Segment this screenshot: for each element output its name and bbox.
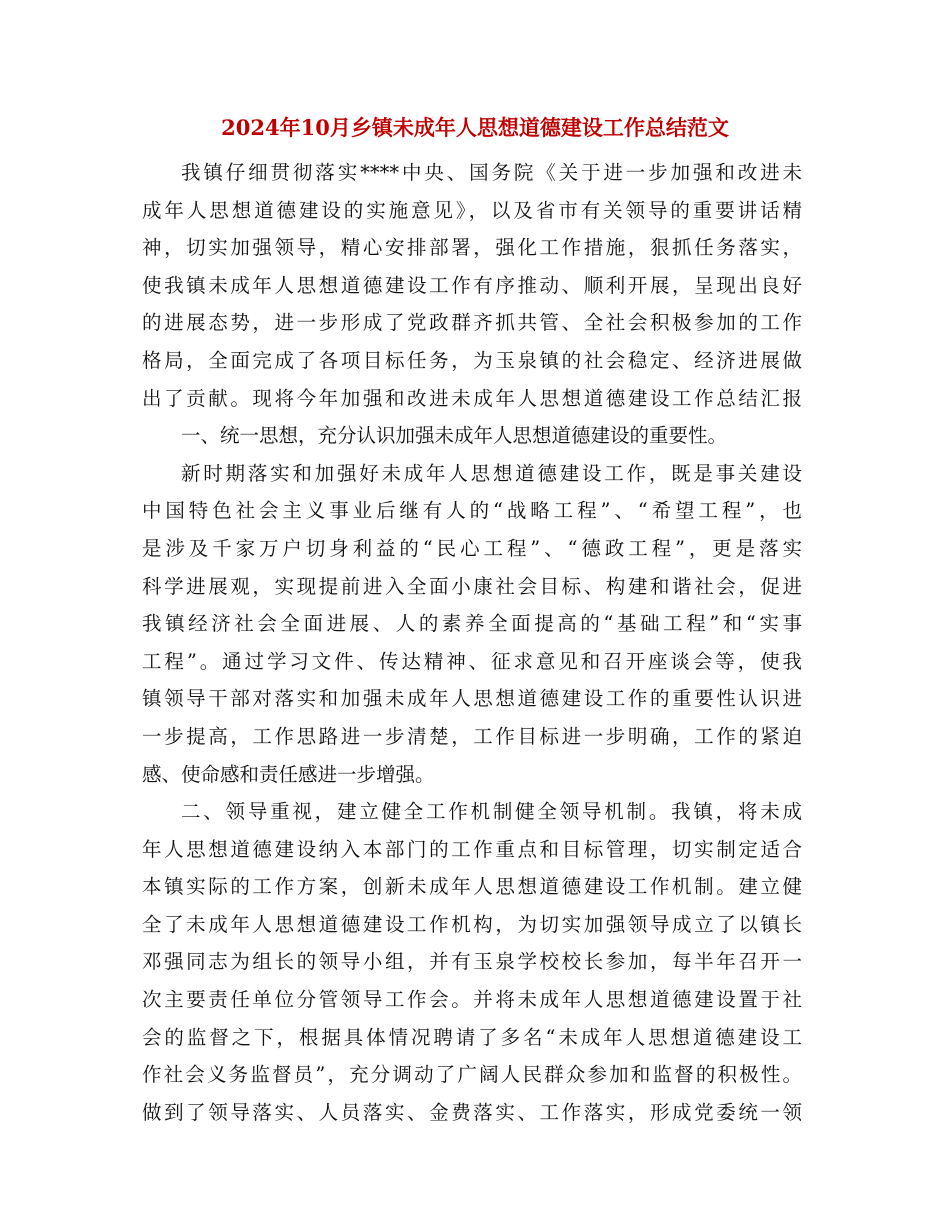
text-line: 一、统一思想，充分认识加强未成年人思想道德建设的重要性。: [181, 424, 728, 448]
text-line: 我镇仔细贯彻落实****中央、国务院《关于进一步加强和改进未: [181, 161, 802, 184]
text-line: 本镇实际的工作方案，创新未成年人思想道德建设工作机制。建立健: [142, 875, 802, 899]
text-line: 二、领导重视，建立健全工作机制健全领导机制。我镇，将未成: [181, 800, 802, 824]
text-line: 做到了领导落实、人员落实、金费落实、工作落实，形成党委统一领: [142, 1100, 802, 1124]
text-line: 全了未成年人思想道德建设工作机构，为切实加强领导成立了以镇长: [142, 912, 802, 936]
text-line: 神，切实加强领导，精心安排部署，强化工作措施，狠抓任务落实，: [142, 236, 802, 260]
text-line: 会的监督之下，根据具体情况聘请了多名“未成年人思想道德建设工: [142, 1025, 802, 1049]
text-line: 成年人思想道德建设的实施意见》，以及省市有关领导的重要讲话精: [142, 198, 802, 222]
text-line: 的进展态势，进一步形成了党政群齐抓共管、全社会积极参加的工作: [142, 311, 802, 335]
text-line: 一步提高，工作思路进一步清楚，工作目标进一步明确，工作的紧迫: [142, 724, 802, 748]
text-line: 出了贡献。现将今年加强和改进未成年人思想道德建设工作总结汇报: [142, 386, 802, 410]
text-line: 感、使命感和责任感进一步增强。: [142, 762, 435, 786]
text-line: 邓强同志为组长的领导小组，并有玉泉学校校长参加，每半年召开一: [142, 950, 802, 974]
text-line: 新时期落实和加强好未成年人思想道德建设工作，既是事关建设: [181, 461, 802, 485]
text-line: 年人思想道德建设纳入本部门的工作重点和目标管理，切实制定适合: [142, 837, 802, 861]
document-body: [142, 154, 802, 1131]
document-title: 2024年10月乡镇未成年人思想道德建设工作总结范文: [221, 115, 729, 140]
text-line: 作社会义务监督员”，充分调动了广阔人民群众参加和监督的积极性。: [142, 1063, 802, 1087]
text-line: 中国特色社会主义事业后继有人的“战略工程”、“希望工程”，也: [142, 499, 802, 523]
text-line: 我镇经济社会全面进展、人的素养全面提高的“基础工程”和“实事: [142, 612, 802, 636]
text-line: 使我镇未成年人思想道德建设工作有序推动、顺利开展，呈现出良好: [142, 273, 802, 297]
text-line: 次主要责任单位分管领导工作会。并将未成年人思想道德建设置于社: [142, 988, 802, 1012]
text-line: 科学进展观，实现提前进入全面小康社会目标、构建和谐社会，促进: [142, 574, 802, 598]
text-line: 工程”。通过学习文件、传达精神、征求意见和召开座谈会等，使我: [142, 649, 802, 673]
text-line: 格局，全面完成了各项目标任务，为玉泉镇的社会稳定、经济进展做: [142, 348, 802, 372]
text-line: 镇领导干部对落实和加强未成年人思想道德建设工作的重要性认识进: [142, 687, 802, 711]
text-line: 是涉及千家万户切身利益的“民心工程”、“德政工程”，更是落实: [142, 536, 802, 560]
